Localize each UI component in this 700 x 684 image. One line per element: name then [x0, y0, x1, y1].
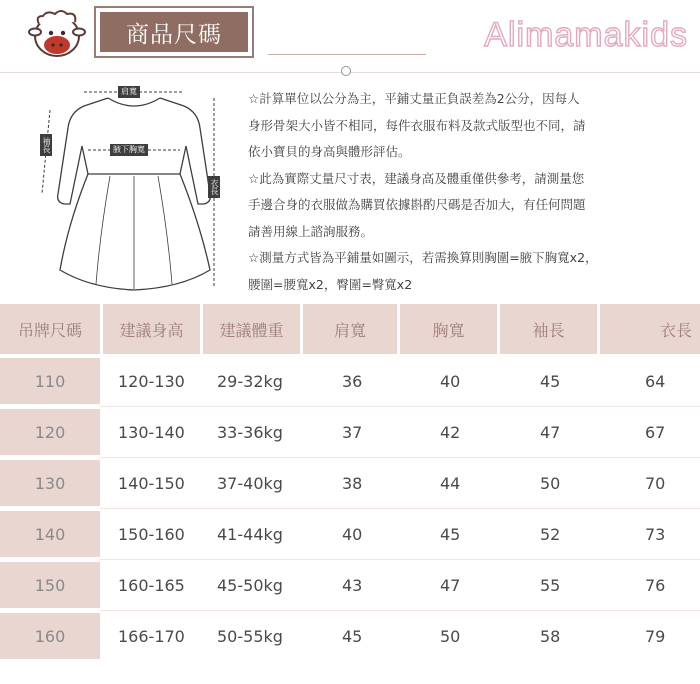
cell-shoulder: 38 [342, 473, 363, 493]
cell-weight: 41-44kg [217, 524, 283, 544]
cell-weight: 45-50kg [217, 575, 283, 595]
cell-shoulder: 40 [342, 524, 363, 544]
page-title: 商品尺碼 [100, 12, 248, 52]
cell-size: 130 [0, 460, 100, 506]
cell-shoulder: 36 [342, 371, 363, 391]
cell-length: 70 [645, 473, 666, 493]
cell-sleeve: 55 [540, 575, 561, 595]
cell-height: 160-165 [118, 575, 185, 595]
cell-height: 130-140 [118, 422, 185, 442]
cell-chest: 42 [440, 422, 461, 442]
brand-logo [430, 14, 692, 54]
cell-chest: 47 [440, 575, 461, 595]
cell-height: 150-160 [118, 524, 185, 544]
cell-size: 150 [0, 562, 100, 608]
cell-size: 160 [0, 613, 100, 659]
cell-height: 140-150 [118, 473, 185, 493]
col-header-sleeve: 袖長 [500, 304, 600, 354]
note-line: 手邊合身的衣服做為購買依據斟酌尺碼是否加大，有任何問題 [248, 197, 586, 212]
page-title-box [94, 6, 254, 58]
note-line: 身形骨架大小皆不相同，每件衣服布料及款式版型也不同，請 [248, 117, 586, 133]
note-line: ☆計算單位以公分為主，平鋪丈量正負誤差為2公分，因每人 [248, 91, 580, 106]
note-line: ☆此為實際丈量尺寸表，建議身高及體重僅供參考，請測量您 [248, 170, 585, 186]
cell-shoulder: 43 [342, 575, 363, 595]
diagram-label-length: 衣長 [208, 176, 220, 198]
row-divider [100, 559, 700, 560]
cell-sleeve: 52 [540, 524, 561, 544]
header-rule [268, 54, 426, 55]
note-line: 腰圍=腰寬x2，臀圍=臀寬x2 [248, 276, 413, 292]
row-divider [100, 457, 700, 458]
diagram-label-shoulder: 肩寬 [118, 86, 140, 98]
col-header-height: 建議身高 [103, 304, 203, 354]
cell-chest: 40 [440, 371, 461, 391]
cell-sleeve: 50 [540, 473, 561, 493]
cell-size: 110 [0, 358, 100, 404]
cell-weight: 29-32kg [217, 371, 283, 391]
cell-weight: 50-55kg [217, 626, 283, 646]
sheep-mascot-icon [27, 8, 87, 60]
diagram-label-chest: 腋下胸寬 [110, 144, 148, 156]
diagram-label-sleeve: 袖長 [40, 134, 52, 156]
cell-chest: 44 [440, 473, 461, 493]
col-header-chest: 胸寬 [400, 304, 500, 354]
col-header-weight: 建議體重 [203, 304, 303, 354]
cell-sleeve: 58 [540, 626, 561, 646]
cell-height: 120-130 [118, 371, 185, 391]
row-divider [100, 406, 700, 407]
cell-length: 76 [645, 575, 666, 595]
cell-size: 120 [0, 409, 100, 455]
cell-length: 64 [645, 371, 666, 391]
cell-shoulder: 45 [342, 626, 363, 646]
cell-weight: 37-40kg [217, 473, 283, 493]
cell-chest: 45 [440, 524, 461, 544]
cell-shoulder: 37 [342, 422, 363, 442]
cell-chest: 50 [440, 626, 461, 646]
cell-sleeve: 47 [540, 422, 561, 442]
brand-name: Alimamakids [484, 16, 688, 54]
cell-length: 67 [645, 422, 666, 442]
col-header-size: 吊牌尺碼 [0, 304, 103, 354]
cell-size: 140 [0, 511, 100, 557]
row-divider [100, 508, 700, 509]
note-line: ☆測量方式皆為平鋪量如圖示，若需換算則胸圍=腋下胸寬x2， [248, 250, 598, 265]
note-line: 請善用線上諮詢服務。 [248, 223, 374, 239]
col-header-length: 衣長 [600, 304, 700, 354]
cell-height: 166-170 [118, 626, 185, 646]
cell-length: 79 [645, 626, 666, 646]
note-line: 依小寶貝的身高與體形評估。 [248, 144, 411, 159]
divider-dot [341, 66, 351, 76]
cell-sleeve: 45 [540, 371, 561, 391]
dress-measurement-diagram [30, 84, 240, 296]
size-notes [248, 86, 690, 298]
row-divider [100, 610, 700, 611]
col-header-shoulder: 肩寬 [303, 304, 400, 354]
cell-weight: 33-36kg [217, 422, 283, 442]
cell-length: 73 [645, 524, 666, 544]
